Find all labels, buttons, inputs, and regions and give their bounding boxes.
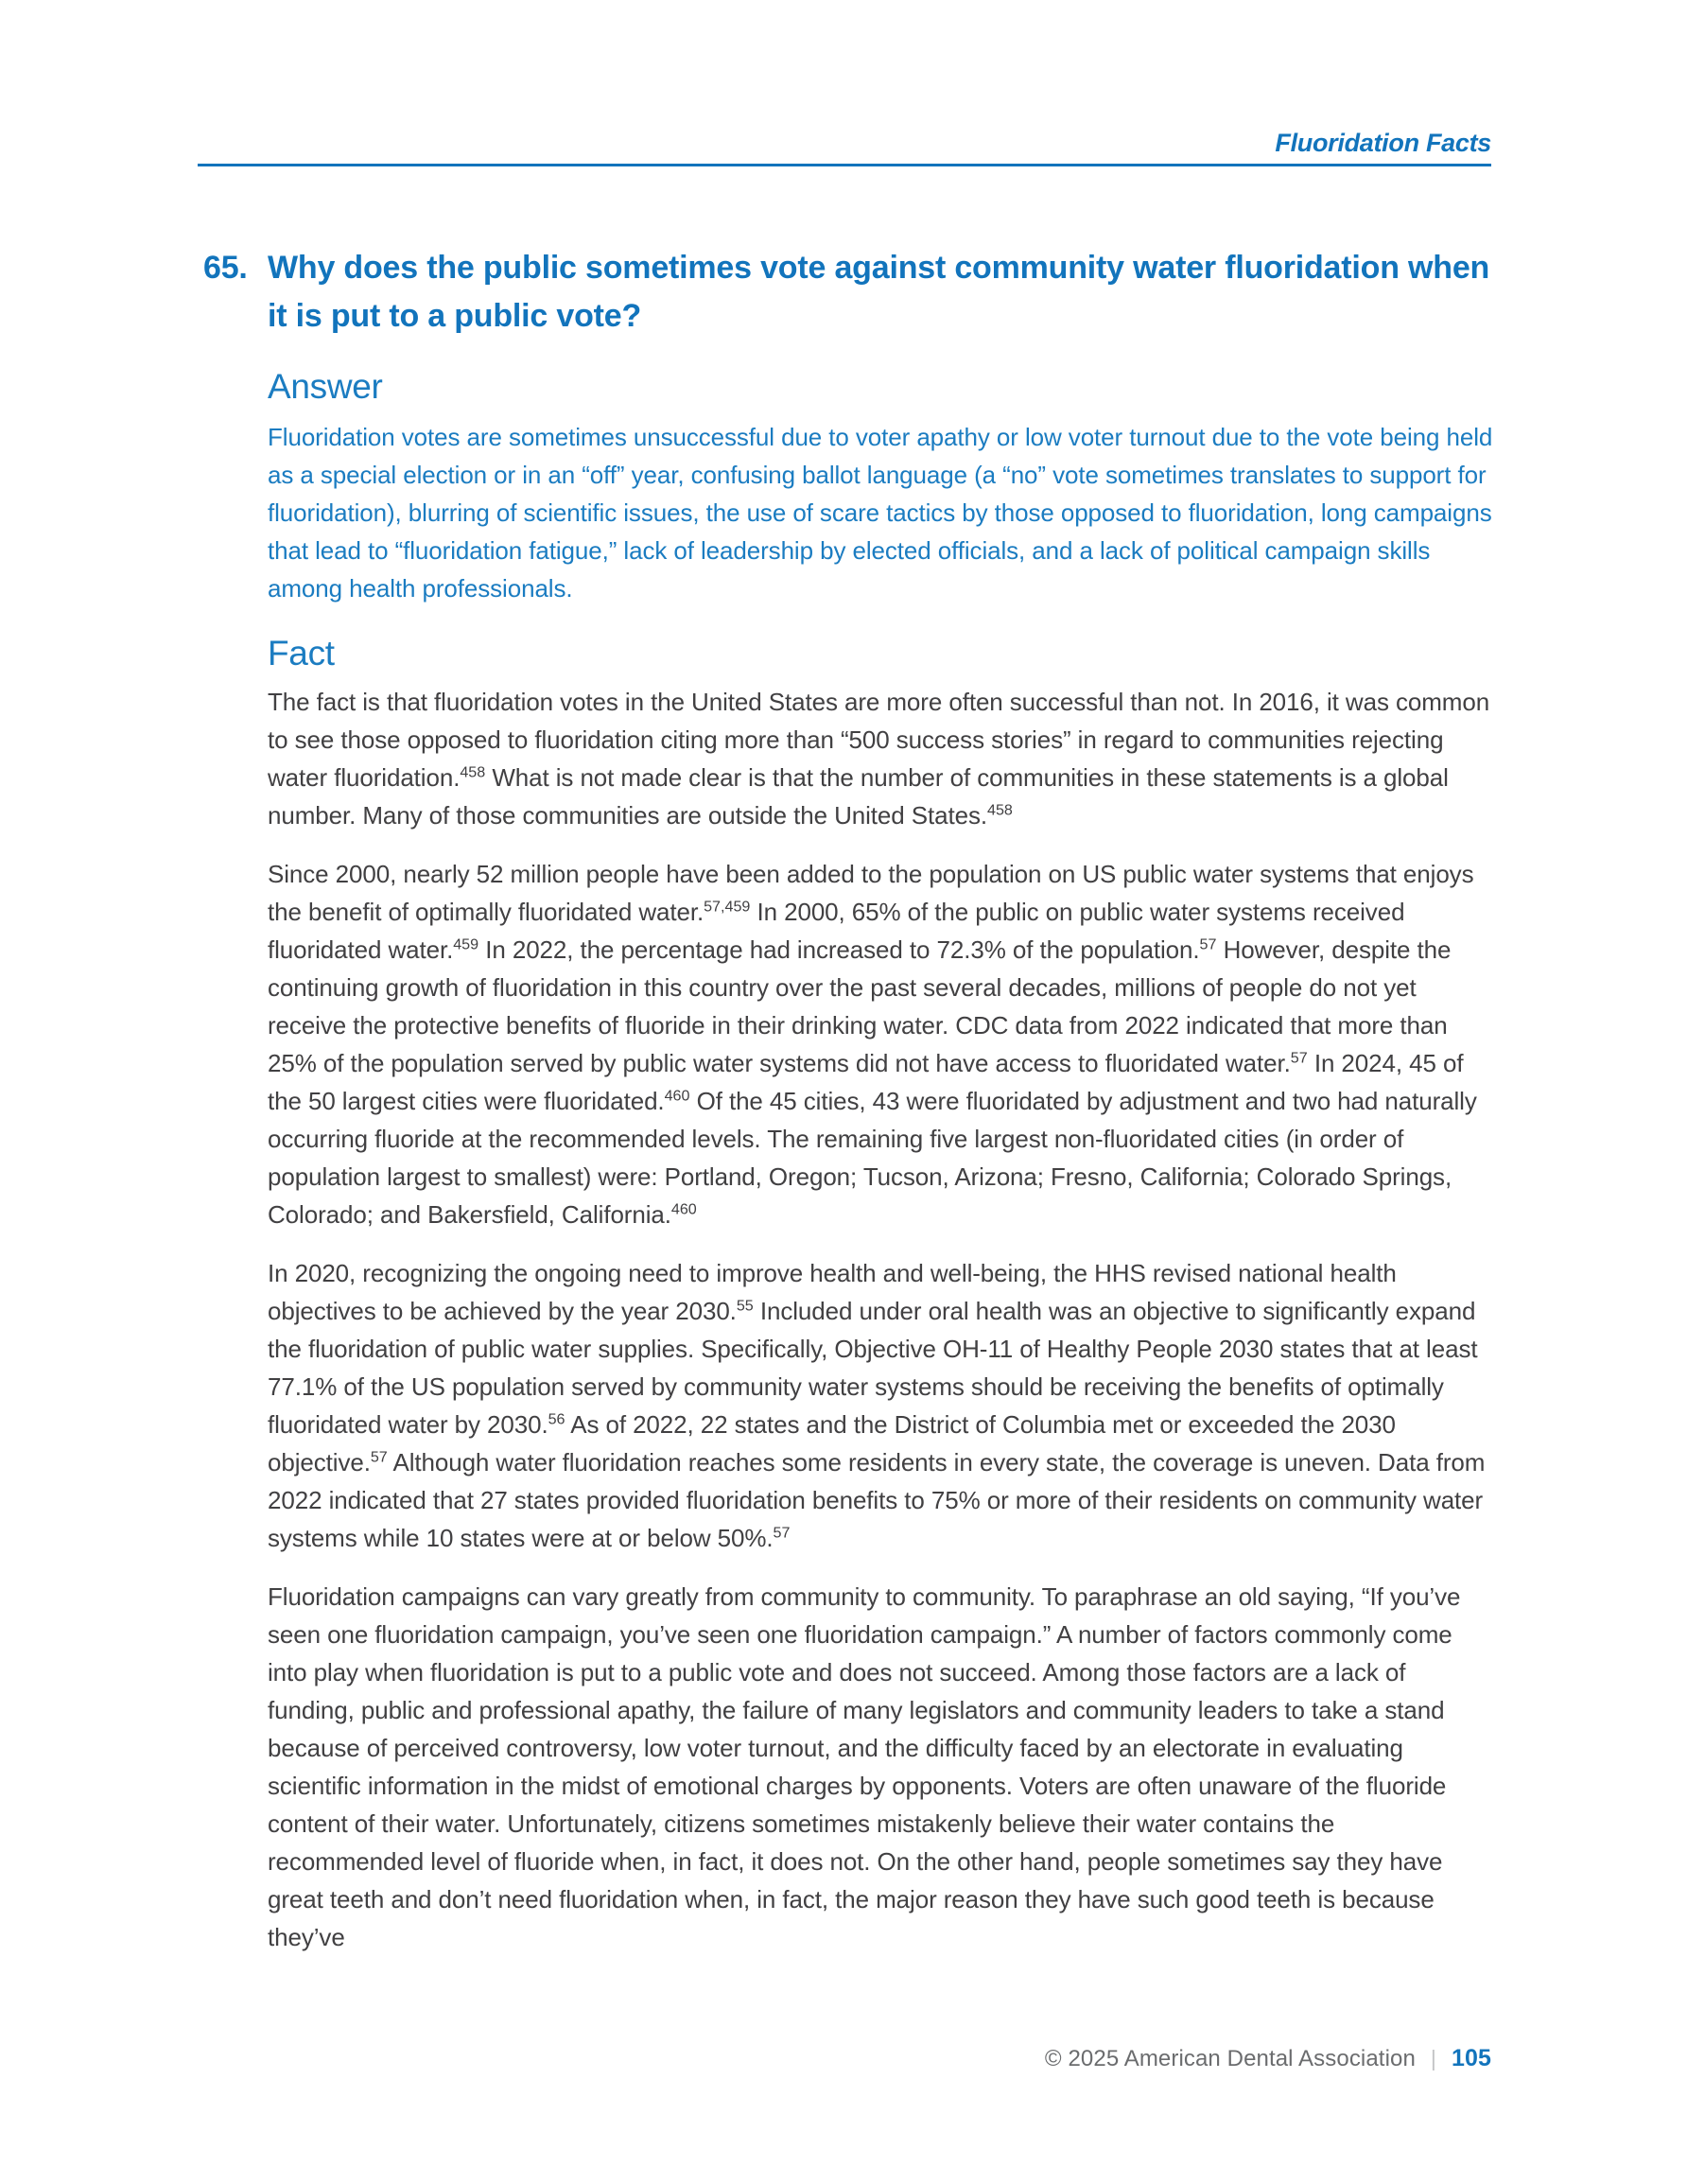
answer-section [268,365,1494,607]
footnote-ref: 458 [987,801,1013,819]
fact-paragraph: Since 2000, nearly 52 million people have been added to the population on US public water systems that enjoys the benefit of optimally fluoridated water.$^{57,459}$ In 2000, 65% of the public on public water systems received fluoridated water.$^{459}$ In 2022, the percentage had increased to 72.3% of the population.$^{57}$ However, despite the continuing growth of fluoridation in this country over the past several decades, millions of people do not yet receive the protective benefits of fluoride in their drinking water. CDC data from 2022 indicated that more than 25% of the population served by public water systems did not have access to fluoridated water.$^{57}$ In 2024, 45 of the 50 largest cities were fluoridated.$^{460}$ Of the 45 cities, 43 were fluoridated by adjustment and two had naturally occurring fluoride at the recommended levels. The remaining five largest non-fluoridated cities (in order of population largest to smallest) were: Portland, Oregon; Tucson, Arizona; Fresno, California; Colorado Springs, Colorado; and Bakersfield, California.$^{460}$ [268,860,1477,1229]
footer-separator: | [1430,2046,1436,2070]
footnote-ref: 57 [1199,935,1217,953]
page-content [203,244,1494,1956]
question-text: Why does the public sometimes vote against community water fluoridation when it is put to a public vote? [268,250,1490,334]
copyright-text: © 2025 American Dental Association [1044,2045,1416,2071]
footnote-ref: 57,459 [704,898,751,916]
fact-paragraph: The fact is that fluoridation votes in the United States are more often successful than not. In 2016, it was common to see those opposed to fluoridation citing more than “500 success stories” in regard to communities rejecting water fluoridation.$^{458}$ What is not made clear is that the number of communities in these statements is a global number. Many of those communities are outside the United States.$^{458}$ [268,688,1490,830]
answer-paragraph: Fluoridation votes are sometimes unsuccessful due to voter apathy or low voter turnout due to the vote being held as a special election or in an “off” year, confusing ballot language (a “no” vote sometimes translates to support for fluoridation), blurring of scientific issues, the use of scare tactics by those opposed to fluoridation, long campaigns that lead to “fluoridation fatigue,” lack of leadership by elected officials, and a lack of political campaign skills among health professionals. [268,423,1493,603]
footnote-ref: 55 [736,1297,754,1315]
footnote-ref: 57 [773,1524,791,1542]
footnote-ref: 459 [453,935,479,953]
header-rule-divider [198,164,1491,166]
footnote-ref: 460 [670,1200,697,1218]
fact-paragraph: In 2020, recognizing the ongoing need to improve health and well-being, the HHS revised national health objectives to be achieved by the year 2030.55 Included under oral health was an objective to significantly expand the fluoridation of public water supplies. Specifically, Objective OH-11 of Healthy People 2030 states that at least 77.1% of the US population served by community water systems should be receiving the benefits of optimally fluoridated water by 2030.56 As of 2022, 22 states and the District of Columbia met or exceeded the 2030 objective.$^{57}$ Although water fluoridation reaches some residents in every state, the coverage is uneven. Data from 2022 indicated that 27 states provided fluoridation benefits to 75% or more of their residents on community water systems while 10 states were at or below 50%.$^{57}$ [268,1259,1486,1552]
page-number: 105 [1451,2045,1491,2071]
fact-section [268,632,1494,1956]
footnote-ref: 57 [370,1448,388,1466]
footnote-ref: 57 [1290,1049,1308,1067]
footnote-ref: 460 [664,1087,690,1105]
fact-paragraph: Fluoridation campaigns can vary greatly from community to community. To paraphrase an old saying, “If you’ve seen one fluoridation campaign, you’ve seen one fluoridation campaign.” A number of factors commonly come into play when fluoridation is put to a public vote and does not succeed. Among those factors are a lack of funding, public and professional apathy, the failure of many legislators and community leaders to take a stand because of perceived controversy, low voter turnout, and the difficulty faced by an electorate in evaluating scientific information in the midst of emotional charges by opponents. Voters are often unaware of the fluoride content of their water. Unfortunately, citizens sometimes mistakenly believe their water contains the recommended level of fluoride when, in fact, it does not. On the other hand, people sometimes say they have great teeth and don’t need fluoridation when, in fact, the major reason they have such good teeth is because they’ve [268,1582,1461,1951]
footnote-ref: 458 [460,763,486,781]
answer-heading: Answer [268,367,383,406]
footnote-ref: 56 [548,1410,565,1428]
question-number: 65. [203,250,248,286]
page-footer [1045,2045,1491,2072]
fact-heading: Fact [268,634,335,673]
question-heading [203,244,1494,341]
running-header-title: Fluoridation Facts [1275,129,1491,157]
